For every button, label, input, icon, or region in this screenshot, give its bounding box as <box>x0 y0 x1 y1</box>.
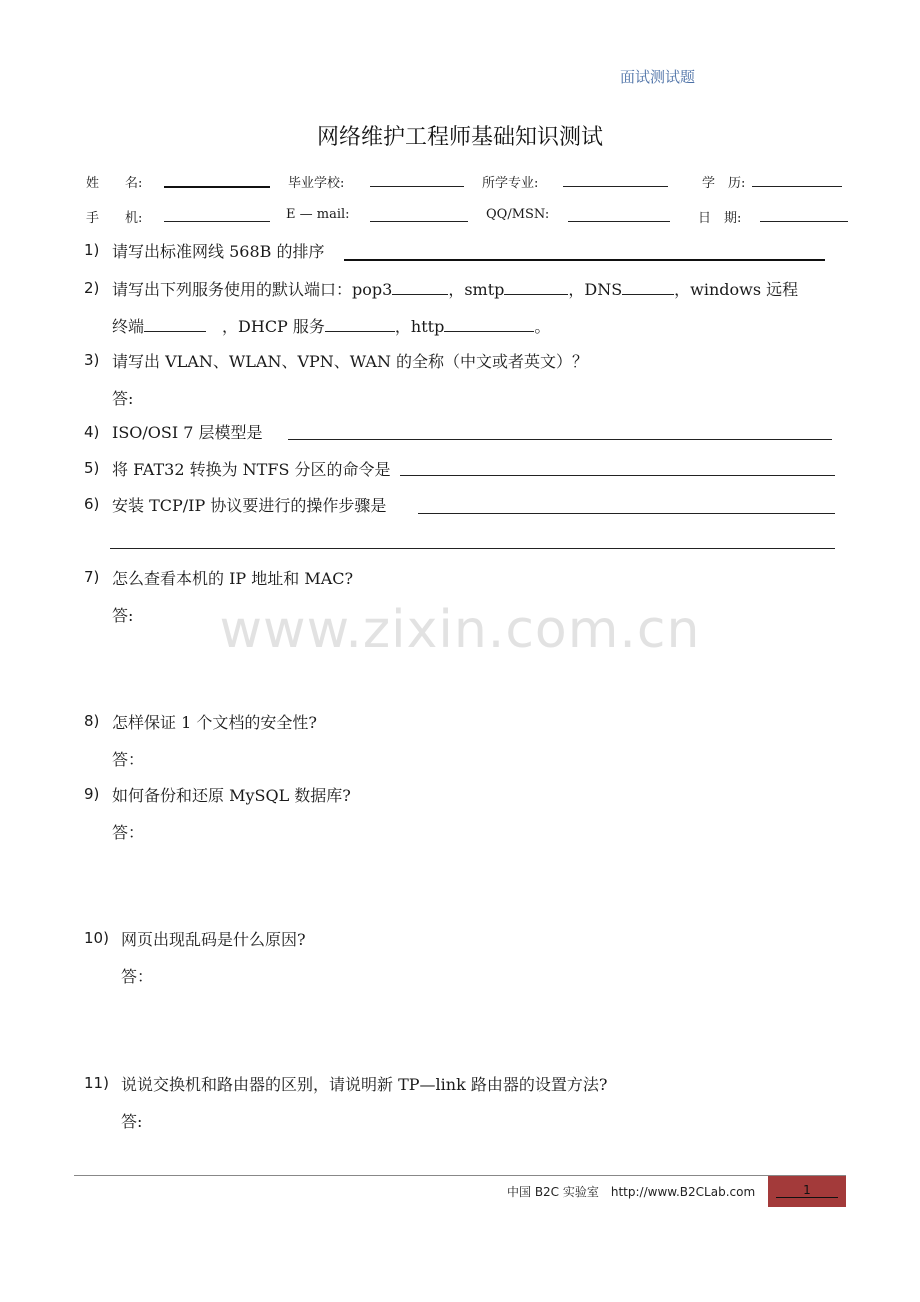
question-text: 网页出现乱码是什么原因? <box>121 930 306 949</box>
school-field-blank[interactable] <box>370 186 464 187</box>
question-number: 9) <box>84 785 100 803</box>
question-text <box>112 277 798 300</box>
dns-port-blank[interactable] <box>622 280 674 295</box>
question-number: 2) <box>84 279 100 297</box>
education-field-label: 学 历: <box>702 176 746 191</box>
question-text: 将 FAT32 转换为 NTFS 分区的命令是 <box>112 460 391 479</box>
smtp-port-blank[interactable] <box>504 280 568 295</box>
question-text: 说说交换机和路由器的区别，请说明新 TP—link 路由器的设置方法? <box>121 1075 608 1094</box>
qq-field-label: QQ/MSN: <box>486 207 550 222</box>
question-number: 8) <box>84 712 100 730</box>
answer-blank-line2[interactable] <box>110 548 835 549</box>
name-field-label: 姓 名: <box>86 176 143 191</box>
school-field-label: 毕业学校: <box>288 176 345 191</box>
answer-blank[interactable] <box>400 475 835 476</box>
question-number: 4) <box>84 423 100 441</box>
remote-terminal-port-blank[interactable] <box>144 317 206 332</box>
question-number: 5) <box>84 459 100 477</box>
page-number: 1 <box>776 1183 838 1198</box>
question-number: 1) <box>84 241 100 259</box>
date-field-label: 日 期: <box>698 211 742 226</box>
date-field-blank[interactable] <box>760 221 848 222</box>
http-port-blank[interactable] <box>444 317 534 332</box>
question-number: 7) <box>84 568 100 586</box>
question-text-part: 终端 <box>112 317 145 336</box>
watermark: www.zixin.com.cn <box>219 600 701 660</box>
education-field-blank[interactable] <box>752 186 842 187</box>
header-label: 面试测试题 <box>620 68 696 86</box>
question-text-part: ，http <box>394 317 445 336</box>
email-field-blank[interactable] <box>370 221 468 222</box>
question-number: 10) <box>84 929 109 947</box>
question-number: 6) <box>84 495 100 513</box>
question-text-part: 请写出下列服务使用的默认端口：pop3 <box>112 280 393 299</box>
pop3-port-blank[interactable] <box>392 280 448 295</box>
answer-blank[interactable] <box>418 513 835 514</box>
question-text: 请写出标准网线 568B 的排序 <box>112 242 325 261</box>
phone-field-label: 手 机: <box>86 211 143 226</box>
question-text: 安装 TCP/IP 协议要进行的操作步骤是 <box>112 496 387 515</box>
answer-label: 答: <box>112 606 134 625</box>
question-text: 怎样保证 1 个文档的安全性? <box>112 713 317 732</box>
question-number: 3) <box>84 351 100 369</box>
question-text: 请写出 VLAN、WLAN、VPN、WAN 的全称（中文或者英文）？ <box>112 352 589 371</box>
major-field-blank[interactable] <box>563 186 668 187</box>
answer-label: 答： <box>112 750 145 769</box>
page-title: 网络维护工程师基础知识测试 <box>316 125 603 150</box>
name-field-blank[interactable] <box>164 186 270 188</box>
question-text: ISO/OSI 7 层模型是 <box>112 423 263 442</box>
question-text-part: 。 <box>534 317 551 336</box>
email-field-label: E — mail: <box>286 207 350 222</box>
question-text-part: ，DNS <box>568 280 623 299</box>
question-text: 如何备份和还原 MySQL 数据库? <box>112 786 351 805</box>
question-text-part: ，smtp <box>448 280 505 299</box>
phone-field-blank[interactable] <box>164 221 270 222</box>
answer-label: 答： <box>112 823 145 842</box>
qq-field-blank[interactable] <box>568 221 670 222</box>
major-field-label: 所学专业: <box>482 176 539 191</box>
answer-blank[interactable] <box>288 439 832 440</box>
footer-text: 中国 B2C 实验室 http://www.B2CLab.com <box>507 1185 756 1199</box>
answer-label: 答： <box>121 967 154 986</box>
dhcp-port-blank[interactable] <box>325 317 395 332</box>
answer-blank[interactable] <box>344 259 825 261</box>
question-text: 怎么查看本机的 IP 地址和 MAC? <box>112 569 354 588</box>
answer-label: 答: <box>112 389 134 408</box>
question-text <box>112 314 550 337</box>
answer-label: 答: <box>121 1112 143 1131</box>
footer-divider <box>74 1175 846 1176</box>
question-number: 11) <box>84 1074 109 1092</box>
question-text-part: ，windows 远程 <box>674 280 799 299</box>
question-text-part: ，DHCP 服务 <box>222 317 325 336</box>
